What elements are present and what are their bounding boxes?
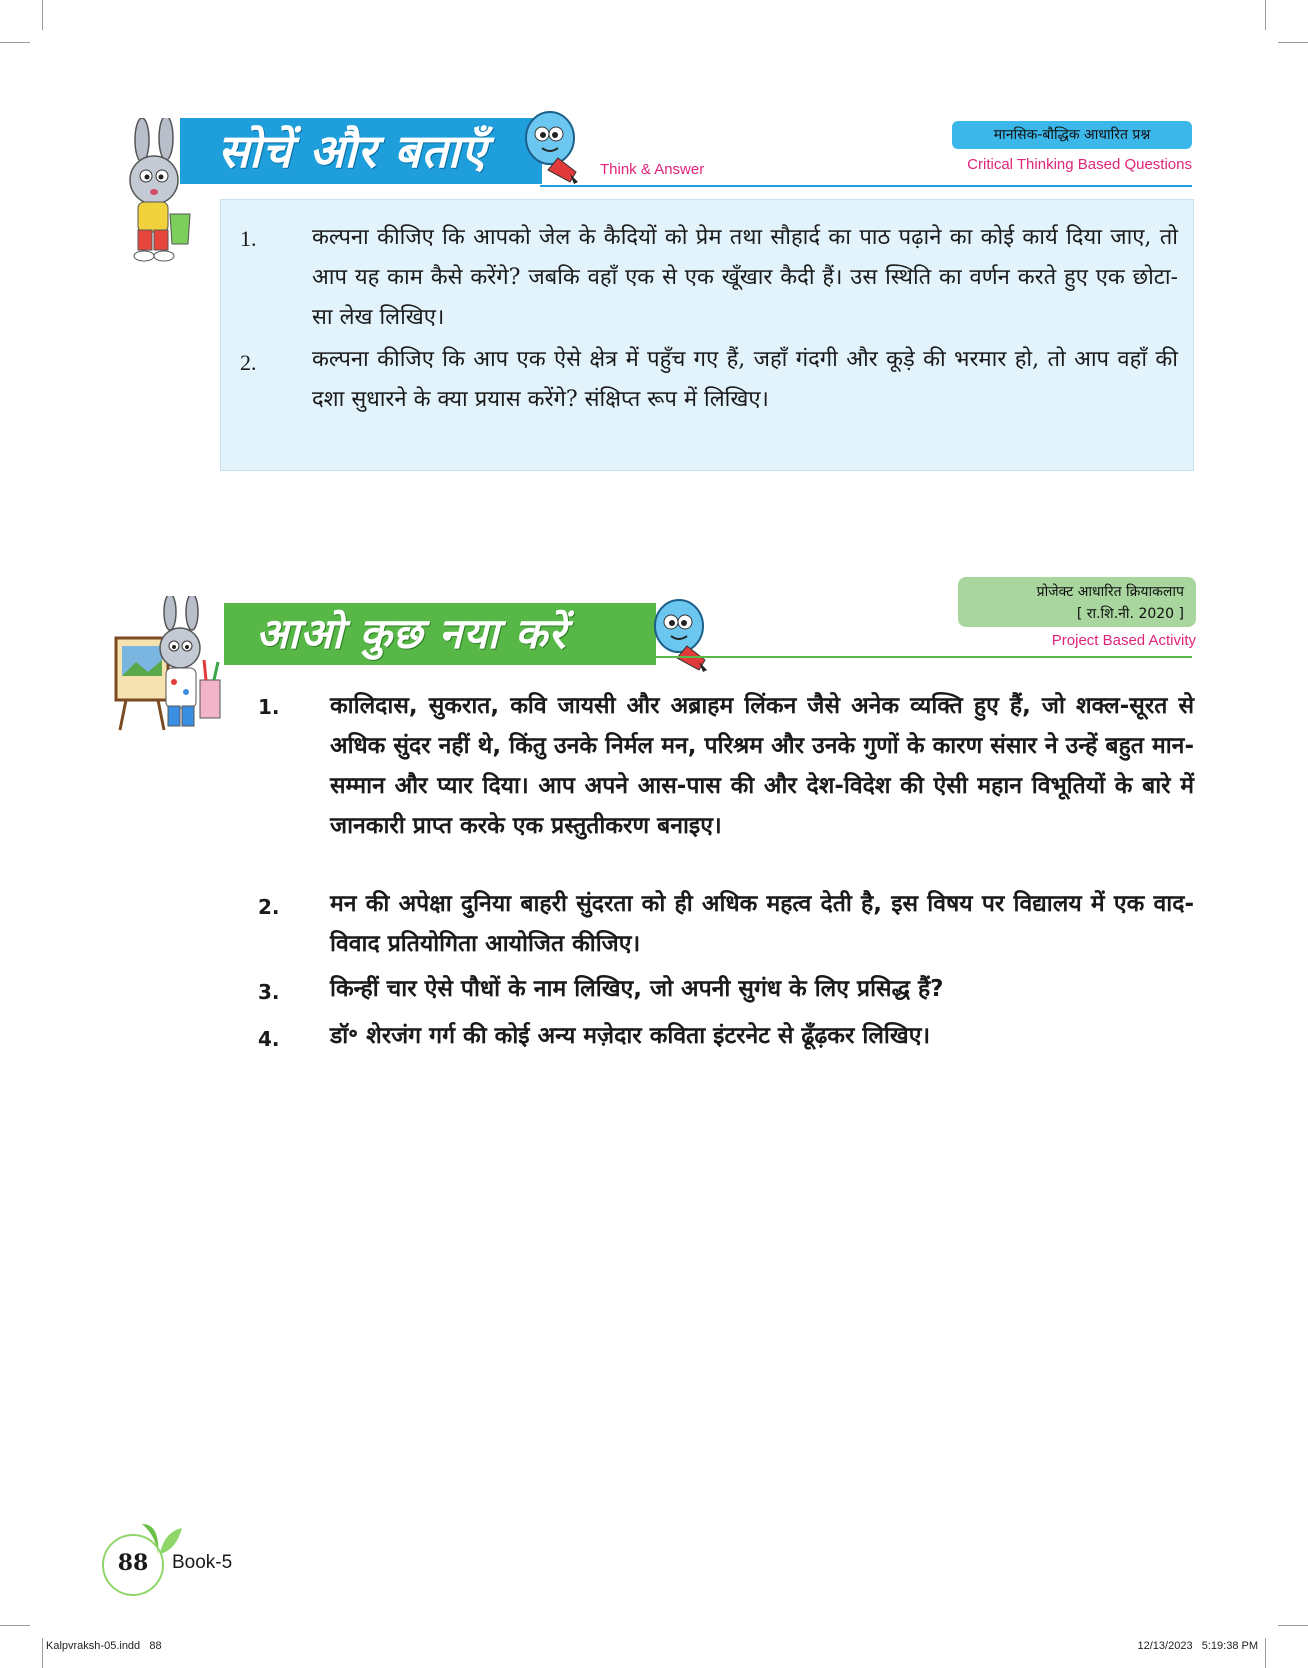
- crop-mark: [1265, 1638, 1266, 1668]
- crop-mark: [42, 1638, 43, 1668]
- section2-rule: [654, 656, 1192, 658]
- section1-subtitle: Think & Answer: [600, 161, 705, 178]
- rabbit-painter-icon: [112, 596, 224, 736]
- activity-text: किन्हीं चार ऐसे पौधों के नाम लिखिए, जो अपनी सुगंध के लिए प्रसिद्ध हैं?: [330, 976, 944, 1002]
- footer-timestamp: 12/13/2023 5:19:38 PM: [1137, 1640, 1258, 1652]
- question-text: कल्पना कीजिए कि आपको जेल के कैदियों को प्रेम तथा सौहार्द का पाठ पढ़ाने का कोई कार्य दिया जाए, तो आप यह काम कैसे करेंगे? जबकि वहाँ एक से एक खूँखार कैदी हैं। उस स्थिति का वर्णन करते हुए एक छोटा-सा लेख लिखिए।: [312, 225, 1178, 330]
- question-number: 1.: [240, 226, 257, 251]
- book-label: Book-5: [172, 1552, 233, 1573]
- crop-mark: [1265, 0, 1266, 30]
- crop-mark: [1278, 1625, 1308, 1626]
- section1-tag-hindi: मानसिक-बौद्धिक आधारित प्रश्न: [952, 121, 1192, 149]
- section1-tag-english: Critical Thinking Based Questions: [967, 156, 1192, 173]
- activity-number: 1.: [258, 695, 280, 719]
- crop-mark: [0, 1625, 30, 1626]
- crop-mark: [42, 0, 43, 30]
- pencil-mascot-icon: [648, 596, 714, 674]
- section1-rule: [540, 185, 1192, 187]
- pencil-mascot-icon: [520, 108, 584, 186]
- section2-title: आओ कुछ नया करें: [224, 603, 656, 665]
- activity-text: मन की अपेक्षा दुनिया बाहरी सुंदरता को ही अधिक महत्व देती है, इस विषय पर विद्यालय में एक वाद-विवाद प्रतियोगिता आयोजित कीजिए।: [330, 891, 1194, 957]
- question-text: कल्पना कीजिए कि आप एक ऐसे क्षेत्र में पहुँच गए हैं, जहाँ गंदगी और कूड़े की भरमार हो, तो आप वहाँ की दशा सुधारने के क्या प्रयास करेंगे? संक्षिप्त रूप में लिखिए।: [312, 347, 1178, 412]
- section2-tag-ref: [ रा.शि.नी. 2020 ]: [1076, 606, 1184, 622]
- activity-text: कालिदास, सुकरात, कवि जायसी और अब्राहम लिंकन जैसे अनेक व्यक्ति हुए हैं, जो शक्ल-सूरत से अधिक सुंदर नहीं थे, किंतु उनके निर्मल मन, परिश्रम और उनके गुणों के कारण संसार ने उन्हें बहुत मान-सम्मान और प्यार दिया। आप अपने आस-पास की और देश-विदेश की ऐसी महान विभूतियों के बारे में जानकारी प्राप्त करके एक प्रस्तुतीकरण बनाइए।: [330, 693, 1194, 839]
- section2-tag-hindi: प्रोजेक्ट आधारित क्रियाकलाप: [1036, 584, 1184, 600]
- activity-number: 4.: [258, 1027, 280, 1051]
- footer-filename: Kalpvraksh-05.indd 88: [46, 1640, 162, 1652]
- section1-title: सोचें और बताएँ: [180, 118, 542, 184]
- activity-number: 2.: [258, 895, 280, 919]
- crop-mark: [0, 42, 30, 43]
- section2-tag: [958, 577, 1196, 627]
- section2-tag-english: Project Based Activity: [1051, 632, 1196, 649]
- activity-number: 3.: [258, 980, 280, 1004]
- page-number: 88: [117, 1550, 149, 1576]
- activity-text: डॉ॰ शेरजंग गर्ग की कोई अन्य मज़ेदार कविता इंटरनेट से ढूँढ़कर लिखिए।: [330, 1023, 931, 1049]
- crop-mark: [1278, 42, 1308, 43]
- question-number: 2.: [240, 350, 257, 375]
